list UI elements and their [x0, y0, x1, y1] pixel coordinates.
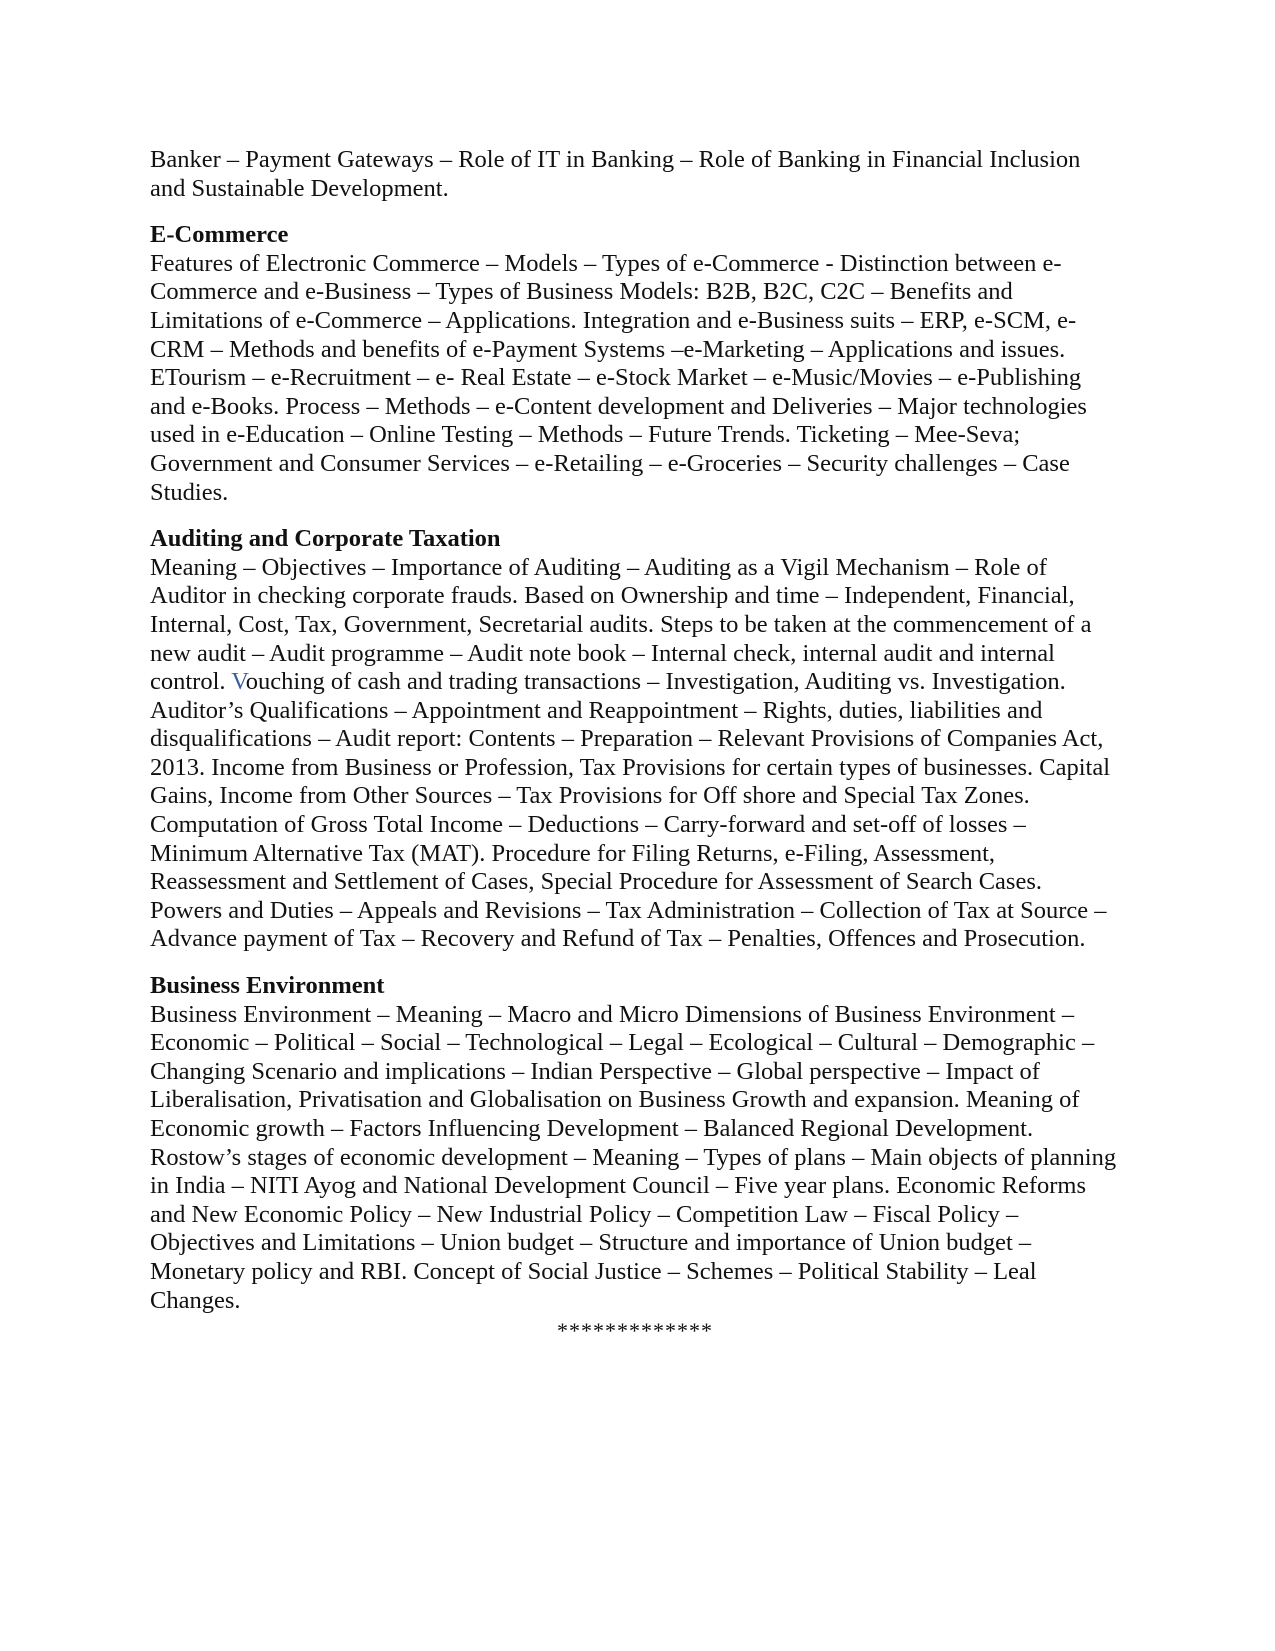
section-auditing	[150, 525, 1120, 954]
document-page	[150, 146, 1120, 1346]
section-heading-business-environment: Business Environment	[150, 972, 385, 1000]
section-heading-auditing: Auditing and Corporate Taxation	[150, 525, 501, 553]
section-body-ecommerce: Features of Electronic Commerce – Models – Types of e-Commerce - Distinction between e-Commerce and e-Business – Types of Business Models: B2B, B2C, C2C – Benefits and Limitations of e-Commerce – Applications. Integration and e-Business suits – ERP, e-SCM, e-CRM – Methods and benefits of e-Payment Systems –e-Marketing – Applications and issues. ETourism – e-Recruitment – e- Real Estate – e-Stock Market – e-Music/Movies – e-Publishing and e-Books. Process – Methods – e-Content development and Deliveries – Major technologies used in e-Education – Online Testing – Methods – Future Trends. Ticketing – Mee-Seva; Government and Consumer Services – e-Retailing – e-Groceries – Security challenges – Case Studies.	[150, 249, 1087, 506]
auditing-body-part-2: ouching of cash and trading transactions – Investigation, Auditing vs. Investigation. Auditor’s Qualifications – Appointment and Reappointment – Rights, duties, liabilities and disqualifications – Audit report: Contents – Preparation – Relevant Provisions of Companies Act, 2013. Income from Business or Profession, Tax Provisions for certain types of businesses. Capital Gains, Income from Other Sources – Tax Provisions for Off shore and Special Tax Zones. Computation of Gross Total Income – Deductions – Carry-forward and set-off of losses – Minimum Alternative Tax (MAT). Procedure for Filing Returns, e-Filing, Assessment, Reassessment and Settlement of Cases, Special Procedure for Assessment of Search Cases. Powers and Duties – Appeals and Revisions – Tax Administration – Collection of Tax at Source – Advance payment of Tax – Recovery and Refund of Tax – Penalties, Offences and Prosecution.	[150, 668, 1111, 953]
auditing-body-part-1: Meaning – Objectives – Importance of Auditing – Auditing as a Vigil Mechanism – Role of Auditor in checking corporate frauds. Based on Ownership and time – Independent, Financial, Internal, Cost, Tax, Government, Secretarial audits. Steps to be taken at the commencement of a new audit – Audit programme – Audit note book – Internal check, internal audit and internal control.	[150, 553, 1092, 696]
section-body-business-environment: Business Environment – Meaning – Macro and Micro Dimensions of Business Environment – Economic – Political – Social – Technological – Legal – Ecological – Cultural – Demographic – Changing Scenario and implications – Indian Perspective – Global perspective – Impact of Liberalisation, Privatisation and Globalisation on Business Growth and expansion. Meaning of Economic growth – Factors Influencing Development – Balanced Regional Development. Rostow’s stages of economic development – Meaning – Types of plans – Main objects of planning in India – NITI Ayog and National Development Council – Five year plans. Economic Reforms and New Economic Policy – New Industrial Policy – Competition Law – Fiscal Policy – Objectives and Limitations – Union budget – Structure and importance of Union budget – Monetary policy and RBI. Concept of Social Justice – Schemes – Political Stability – Leal Changes.	[150, 1000, 1117, 1314]
end-separator: *************	[557, 1318, 713, 1344]
section-business-environment	[150, 972, 1120, 1315]
section-body-auditing	[150, 554, 1120, 954]
auditing-accent-letter: V	[231, 668, 246, 696]
section-ecommerce	[150, 221, 1120, 507]
section-heading-ecommerce: E-Commerce	[150, 221, 289, 249]
intro-paragraph: Banker – Payment Gateways – Role of IT in Banking – Role of Banking in Financial Inclusion and Sustainable Development.	[150, 146, 1081, 202]
